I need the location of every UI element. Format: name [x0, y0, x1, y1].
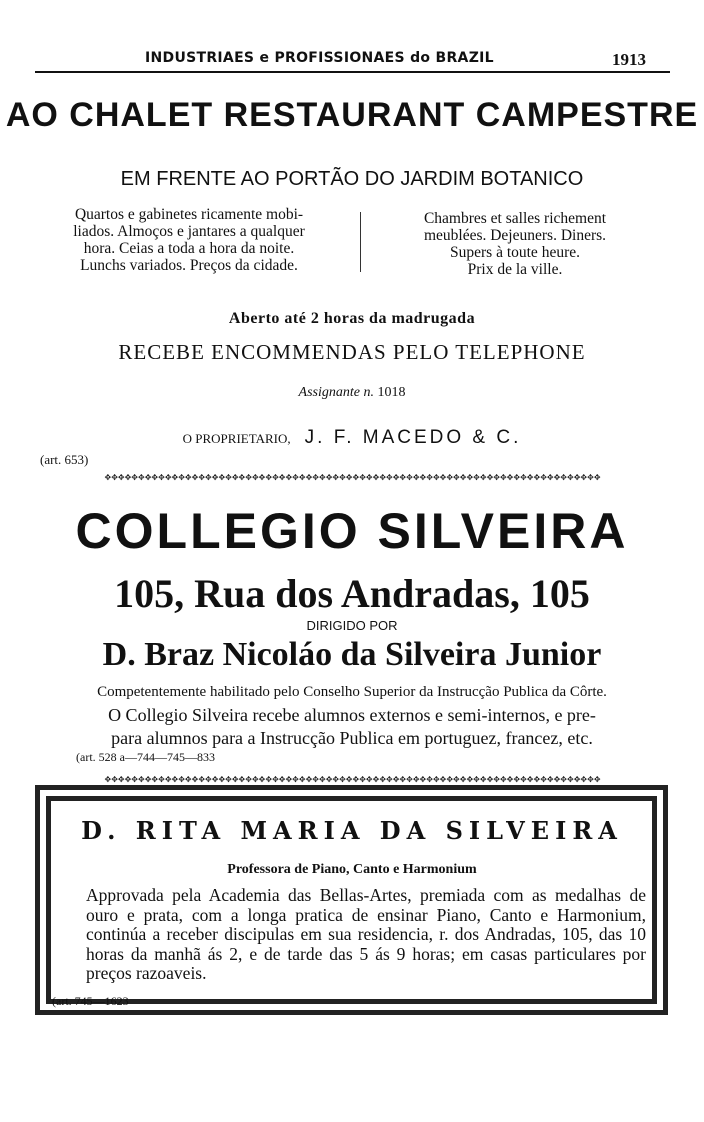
text-line: Prix de la ville. [467, 261, 563, 278]
ad-subtitle: EM FRENTE AO PORTÃO DO JARDIM BOTANICO [120, 168, 584, 190]
art-ref: (art. 528 a—744—745—833 [76, 750, 215, 764]
text-line: Competentemente habilitado pelo Conselho Superior da Instrucção Publica da Côrte. [97, 684, 607, 700]
text-line: meublées. Dejeuners. Diners. [423, 227, 607, 244]
left-column [30, 206, 348, 274]
ad-title: AO CHALET RESTAURANT CAMPESTRE [5, 96, 699, 134]
header-rule [35, 71, 670, 73]
opening-hours: Aberto até 2 horas da madrugada [228, 310, 476, 327]
ad-title: D. RITA MARIA DA SILVEIRA [81, 816, 623, 845]
owner-line [0, 427, 704, 449]
page-number: 1913 [612, 50, 646, 69]
ornament-divider: ✥✥✥✥✥✥✥✥✥✥✥✥✥✥✥✥✥✥✥✥✥✥✥✥✥✥✥✥✥✥✥✥✥✥✥✥✥✥✥✥✥✥✥✥✥✥✥✥✥✥✥✥✥✥✥✥✥✥✥✥✥✥✥✥✥✥✥✥✥✥✥✥✥✥ [104, 775, 601, 784]
owner-label: O PROPRIETARIO, [182, 431, 291, 446]
text-line: Quartos e gabinetes ricamente mobi- [74, 206, 304, 223]
column-divider [360, 212, 361, 272]
ad-subtitle: Professora de Piano, Canto e Harmonium [227, 862, 477, 877]
telephone-notice: RECEBE ENCOMMENDAS PELO TELEPHONE [118, 340, 586, 364]
subscriber-label: Assignante n. [298, 385, 374, 400]
text-line: liados. Almoços e jantares a qualquer [73, 223, 305, 240]
subscriber-line [0, 385, 704, 401]
header-title: INDUSTRIAES e PROFISSIONAES do BRAZIL [145, 50, 494, 66]
text-line: Lunchs variados. Preços da cidade. [80, 257, 298, 274]
text-line: hora. Ceias a toda a hora da noite. [83, 240, 295, 257]
text-line: Supers à toute heure. [450, 244, 580, 261]
text-line: O Collegio Silveira recebe alumnos externos e semi-internos, e pre- [108, 705, 596, 725]
text-line: Chambres et salles richement [423, 210, 607, 227]
right-column [380, 210, 650, 278]
art-ref: (art. 653) [40, 452, 89, 467]
art-ref: (art. 745—1623 [52, 994, 129, 1008]
subscriber-number: 1018 [377, 385, 406, 400]
owner-name: J. F. MACEDO & C. [304, 427, 522, 448]
ad-body: Approvada pela Academia das Bellas-Artes, premiada com as medalhas de ouro e prata, com a longa pratica de ensinar Piano, Canto e Harmonium, continúa a receber discipulas em sua residencia, r. dos Andradas, 105, das 10 horas da manhã ás 2, e de tarde das 5 ás 9 horas; em casas particulares por preços razoaveis. [86, 885, 646, 983]
ad-address: 105, Rua dos Andradas, 105 [114, 571, 590, 616]
director-name: D. Braz Nicoláo da Silveira Junior [102, 636, 602, 673]
ornament-divider: ✥✥✥✥✥✥✥✥✥✥✥✥✥✥✥✥✥✥✥✥✥✥✥✥✥✥✥✥✥✥✥✥✥✥✥✥✥✥✥✥✥✥✥✥✥✥✥✥✥✥✥✥✥✥✥✥✥✥✥✥✥✥✥✥✥✥✥✥✥✥✥✥✥✥ [104, 473, 601, 482]
text-line: para alumnos para a Instrucção Publica em portuguez, francez, etc. [111, 728, 593, 748]
ad-title: COLLEGIO SILVEIRA [75, 503, 629, 559]
directed-by: DIRIGIDO POR [306, 618, 398, 633]
